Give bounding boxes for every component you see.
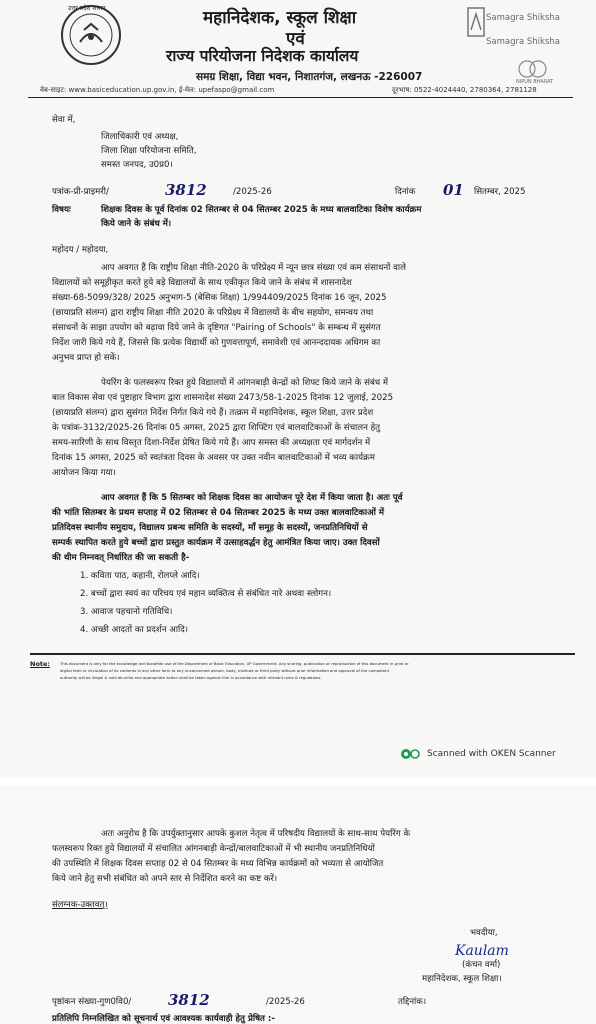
page2-para-line: फलस्वरूप रिक्त हुये विद्यालयों में संचालित आंगनबाड़ी केन्द्रों/बालवाटिकाओं में भी स्थानीय जनप्रतिनिधियों (52, 844, 375, 854)
theme-list-item: 4. अच्छी आदतों का प्रदर्शन आदि। (80, 625, 189, 635)
footer-divider (30, 653, 575, 655)
up-government-emblem (60, 4, 122, 66)
para3-line: की थीम निम्नवत् निर्धारित की जा सकती है- (52, 553, 190, 563)
date-month-year: सितम्बर, 2025 (474, 187, 526, 197)
note-line-3: authority will be illegal & void ab-initio and appropriate action shall be taken against him in accordance with relevant rules & regulations. (60, 675, 322, 680)
samagra-logo-subtext: Samagra Shiksha (486, 37, 560, 47)
page2-para-line: अतः अनुरोध है कि उपर्युक्तानुसार आपके कुशल नेतृत्व में परिषदीय विद्यालयों के साथ-साथ पेयरिंग के (101, 829, 411, 839)
letterhead-divider (28, 97, 573, 98)
note-label: Note: (30, 660, 51, 668)
signatory-name: (कंचन वर्मा) (462, 960, 501, 970)
letterhead-title-2: एवं (286, 29, 305, 49)
para1-line: (छायाप्रति संलग्न) द्वारा राष्ट्रीय शिक्षा नीति 2020 के परिप्रेक्ष्य में विद्यालयों के बीच सहयोग, समन्वय तथा (52, 308, 374, 318)
para2-line: के पत्रांक-3132/2025-26 दिनांक 05 अगस्त, 2025 द्वारा शिफ्टिंग एवं बालवाटिकाओं के संचालन हेतु (52, 423, 381, 433)
letterhead-title-1: महानिदेशक, स्कूल शिक्षा (203, 8, 357, 28)
para1-line: आप अवगत हैं कि राष्ट्रीय शिक्षा नीति-2020 के परिप्रेक्ष्य में न्यून छात्र संख्या एवं कम संसाधनों वाले (101, 263, 406, 273)
letterhead-phone: दूरभाष: 0522-4024440, 2780364, 2781128 (392, 86, 537, 94)
samagra-shiksha-logo (466, 6, 486, 40)
date-handwritten: 01 (443, 181, 464, 199)
salutation: सेवा में, (52, 115, 76, 125)
para3-line: सम्पर्क स्थापित करते हुये बच्चों द्वारा प्रस्तुत कार्यक्रम में उत्साहवर्द्धन हेतु आमंत्रित किया जाए। उक्त दिवसों (52, 538, 380, 548)
endorsement-year: /2025-26 (266, 997, 305, 1007)
para3-line: प्रतिदिवस स्थानीय समुदाय, विद्यालय प्रबन्ध समिति के सदस्यों, माँ समूह के सदस्यों, जनप्रतिनिधियों से (52, 523, 368, 533)
subject-line-1: शिक्षक दिवस के पूर्व दिनांक 02 सितम्बर से 04 सितम्बर 2025 के मध्य बालवाटिका विशेष कार्यक्रम (101, 205, 422, 215)
para2-line: पेयरिंग के फलस्वरूप रिक्त हुये विद्यालयों में आंगनबाड़ी केन्द्रों को शिफ्ट किये जाने के संबंध में (101, 378, 389, 388)
para1-line: संख्या-68-5099/328/ 2025 अनुभाग-5 (बेसिक शिक्षा) 1/994409/2025 दिनांक 16 जून, 2025 (52, 293, 387, 303)
closing: भवदीया, (470, 928, 498, 938)
recipient-line-1: जिलाधिकारी एवं अध्यक्ष, (101, 132, 179, 142)
letterhead-address: समग्र शिक्षा, विद्या भवन, निशातगंज, लखनऊ -226007 (196, 71, 423, 83)
theme-list-item: 2. बच्चों द्वारा स्वयं का परिचय एवं महान व्यक्तित्व से संबंधित नारे अथवा स्लोगन। (80, 589, 332, 599)
para2-line: (छायाप्रति संलग्न) द्वारा सुसंगत निर्देश निर्गत किये गये हैं। तत्क्रम में महानिदेशक, स्कूल शिक्षा, उत्तर प्रदेश (52, 408, 374, 418)
greeting: महोदय / महोदया, (52, 245, 109, 255)
scanner-watermark: Scanned with OKEN Scanner (427, 749, 556, 759)
letterhead-website-email: वेब-साइट: www.basiceducation.up.gov.in, ई-मेल: upefaspo@gmail.com (40, 86, 275, 94)
page2-para-line: किये जाने हेतु सभी संबंधित को अपने स्तर से निर्देशित करने का कष्ट करें। (52, 874, 278, 884)
para3-line: आप अवगत हैं कि 5 सितम्बर को शिक्षक दिवस का आयोजन पूरे देश में किया जाता है। अतः पूर्व (101, 493, 403, 503)
endorsement-number-handwritten: 3812 (168, 991, 210, 1009)
emblem-caption: उत्तर प्रदेश शासन (68, 5, 106, 12)
endorsement-date: तद्दिनांक। (398, 997, 427, 1007)
para1-line: संसाधनों के साझा उपयोग को बढ़ावा दिये जाने के दृष्टिगत "Pairing of Schools" के सम्बन्ध में सुसंगत (52, 323, 381, 333)
recipient-line-2: जिला शिक्षा परियोजना समिति, (101, 146, 197, 156)
para2-line: समय-सारिणी के साथ विस्तृत दिशा-निर्देश प्रेषित किये गये हैं। आप समस्त की अध्यक्षता एवं मार्गदर्शन में (52, 438, 371, 448)
reference-number-handwritten: 3812 (165, 181, 207, 199)
para2-line: बाल विकास सेवा एवं पुष्टाहार विभाग द्वारा शासनादेश संख्या 2473/58-1-2025 दिनांक 12 जुलाई, 2025 (52, 393, 394, 403)
para3-line: की भांति सितम्बर के प्रथम सप्ताह में 02 सितम्बर से 04 सितम्बर 2025 के मध्य उक्त बालवाटिकाओं में (52, 508, 385, 518)
oken-scanner-logo (400, 748, 424, 759)
letter-page-2 (0, 786, 596, 1024)
nipun-bharat-text: NIPUN BHARAT (516, 79, 554, 85)
subject-label: विषयः (52, 205, 71, 215)
note-line-2: digital form or circulation of its contents in any other form to any unconcerned person, body, institute or third party without prior information and approval of the competent (60, 668, 390, 673)
recipient-line-3: समस्त जनपद, उ0प्र0। (101, 160, 173, 170)
para2-line: दिनांक 15 अगस्त, 2025 को स्वतंत्रता दिवस के अवसर पर उक्त नवीन बालवाटिकाओं में भव्य कार्यक्रम (52, 453, 375, 463)
para1-line: निर्देश जारी किये गये हैं, जिससे कि प्रत्येक विद्यार्थी को गुणवत्तापूर्ण, समावेशी एवं आनन्ददायक अधिगम का (52, 338, 381, 348)
letterhead-title-3: राज्य परियोजना निदेशक कार्यालय (166, 47, 359, 65)
page-gap (0, 778, 596, 786)
para1-line: अनुभव प्राप्त हो सकें। (52, 353, 120, 363)
subject-line-2: किये जाने के संबंध में। (101, 219, 172, 229)
theme-list-item: 3. आवाज पहचानो गतिविधि। (80, 607, 173, 617)
copy-to-line: प्रतिलिपि निम्नलिखित को सूचनार्थ एवं आवश्यक कार्यवाही हेतु प्रेषित :- (52, 1014, 275, 1024)
reference-year: /2025-26 (233, 187, 272, 197)
theme-list-item: 1. कविता पाठ, कहानी, रोलप्ले आदि। (80, 571, 200, 581)
note-line-1: This document is only for the knowledge and bonafide use of the Department of Basic Education, UP Government. Any sharing, publication or reproduction of this document in print or (60, 661, 409, 666)
date-label: दिनांक (395, 187, 416, 197)
para1-line: विद्यालयों को समूहीकृत करते हुये बड़े विद्यालयों के साथ एकीकृत किये जाने के संबंध में शासनादेश (52, 278, 352, 288)
page2-para-line: की उपस्थिति में शिक्षक दिवस सप्ताह 02 से 04 सितम्बर के मध्य विभिन्न कार्यक्रमों को भव्यता से आयोजित (52, 859, 384, 869)
signature: Kaulam (455, 943, 509, 959)
enclosure-note: संलग्नक-उक्तवत्। (52, 900, 108, 910)
endorsement-label: पृष्ठांकन संख्या-गुण0वि0/ (52, 997, 132, 1007)
para2-line: आयोजन किया गया। (52, 468, 116, 478)
reference-label: पत्रांक-प्री-प्राइमरी/ (52, 187, 109, 197)
signatory-title: महानिदेशक, स्कूल शिक्षा। (422, 974, 502, 984)
samagra-logo-text: Samagra Shiksha (486, 13, 560, 23)
